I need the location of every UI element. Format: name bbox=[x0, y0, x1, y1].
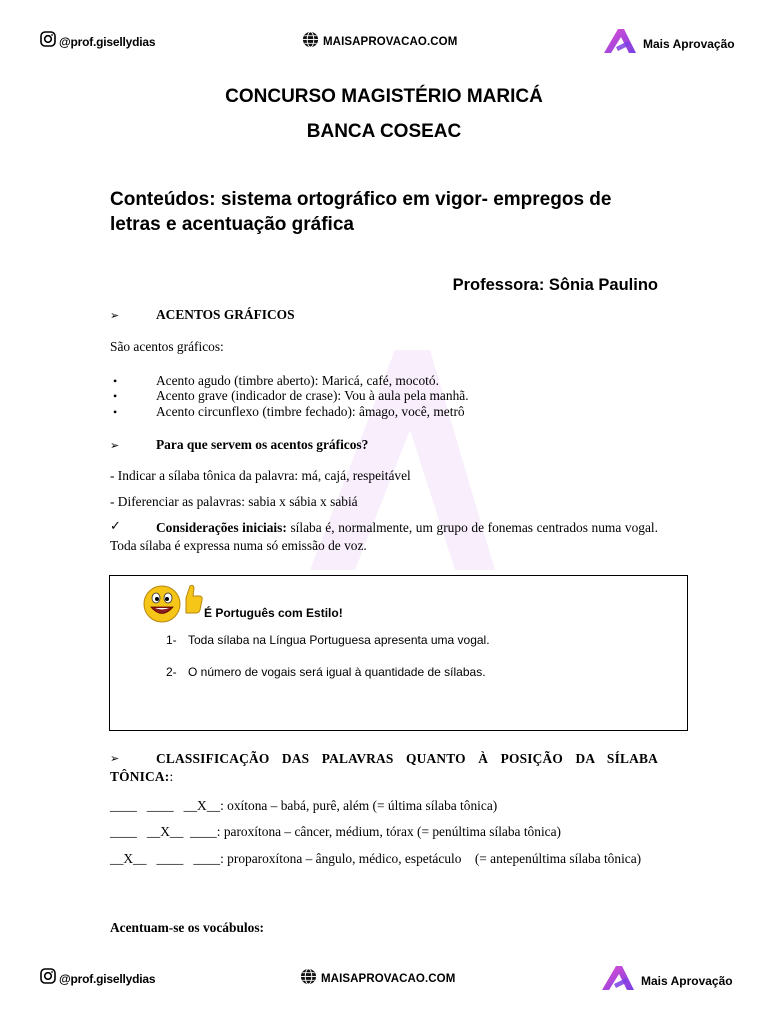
page-footer bbox=[0, 964, 768, 994]
list-item-text: O número de vogais será igual à quantidade de sílabas. bbox=[188, 665, 486, 679]
classification-proparoxitona: __X__ ____ ____: proparoxítona – ângulo, médico, espetáculo (= antepenúltima sílaba tônica) bbox=[110, 851, 642, 866]
list-item bbox=[166, 665, 486, 679]
list-item-number: 2- bbox=[166, 665, 177, 679]
instagram-text: @prof.gisellydias bbox=[59, 34, 156, 49]
site-text: MAISAPROVACAO.COM bbox=[323, 36, 458, 48]
brand-text: Mais Aprovação bbox=[643, 36, 735, 51]
arrow-bullet-icon: ➢ bbox=[110, 440, 120, 452]
classification-paroxitona: ____ __X__ ____: paroxítona – câncer, médium, tórax (= penúltima sílaba tônica) bbox=[110, 824, 562, 839]
considerations-paragraph bbox=[110, 519, 658, 555]
highlight-box bbox=[109, 575, 688, 731]
list-item-number: 1- bbox=[166, 633, 177, 647]
closing-line: Acentuam-se os vocábulos: bbox=[110, 920, 264, 935]
bullet-icon: • bbox=[113, 389, 118, 403]
section-heading-accents: ACENTOS GRÁFICOS bbox=[156, 307, 295, 322]
instagram-text: @prof.gisellydias bbox=[59, 971, 156, 986]
arrow-bullet-icon: ➢ bbox=[110, 310, 120, 322]
arrow-bullet-icon: ➢ bbox=[110, 753, 120, 765]
site-link bbox=[300, 968, 455, 990]
considerations-text: sílaba é, normalmente, um grupo de fonemas centrados numa vogal. Toda sílaba é expressa numa só emissão de voz. bbox=[110, 520, 658, 553]
smiley-thumbs-up-icon bbox=[142, 580, 206, 631]
brand-logo-icon bbox=[600, 964, 636, 997]
purpose-line: - Indicar a sílaba tônica da palavra: má, cajá, respeitável bbox=[110, 468, 411, 483]
brand-text: Mais Aprovação bbox=[641, 973, 733, 988]
classification-heading-tail: : bbox=[169, 769, 174, 784]
instagram-icon bbox=[40, 31, 56, 52]
instagram-handle bbox=[40, 31, 155, 52]
considerations-label: Considerações iniciais: bbox=[156, 520, 287, 535]
check-icon: ✓ bbox=[110, 518, 121, 533]
section-heading-classification bbox=[110, 750, 658, 786]
classification-heading-text: CLASSIFICAÇÃO DAS PALAVRAS QUANTO À POSIÇÃO DA SÍLABA TÔNICA: bbox=[110, 751, 658, 784]
purpose-line: - Diferenciar as palavras: sabia x sábia x sabiá bbox=[110, 494, 358, 509]
list-item-text: Toda sílaba na Língua Portuguesa apresenta uma vogal. bbox=[188, 633, 490, 647]
box-title: É Português com Estilo! bbox=[204, 606, 343, 620]
page-header bbox=[0, 27, 768, 57]
list-item: Acento grave (indicador de crase): Vou à aula pela manhã. bbox=[156, 388, 469, 403]
list-item: Acento agudo (timbre aberto): Maricá, café, mocotó. bbox=[156, 373, 439, 388]
site-text: MAISAPROVACAO.COM bbox=[321, 973, 456, 985]
list-item bbox=[166, 633, 490, 647]
document-title: CONCURSO MAGISTÉRIO MARICÁ bbox=[225, 86, 543, 107]
brand-logo bbox=[602, 27, 735, 60]
section-heading-purpose: Para que servem os acentos gráficos? bbox=[156, 437, 369, 452]
instagram-handle bbox=[40, 968, 155, 989]
globe-icon bbox=[302, 31, 319, 53]
classification-oxitona: ____ ____ __X__: oxítona – babá, purê, além (= última sílaba tônica) bbox=[110, 798, 498, 813]
brand-logo bbox=[600, 964, 733, 997]
professor-name: Professora: Sônia Paulino bbox=[452, 276, 658, 294]
globe-icon bbox=[300, 968, 317, 990]
brand-logo-icon bbox=[602, 27, 638, 60]
subject-heading: Conteúdos: sistema ortográfico em vigor- empregos de letras e acentuação gráfica bbox=[110, 189, 612, 235]
bullet-icon: • bbox=[113, 405, 118, 419]
exam-board-title: BANCA COSEAC bbox=[306, 121, 462, 142]
instagram-icon bbox=[40, 968, 56, 989]
site-link bbox=[302, 31, 457, 53]
bullet-icon: • bbox=[113, 374, 118, 388]
accents-intro: São acentos gráficos: bbox=[110, 339, 224, 354]
list-item: Acento circunflexo (timbre fechado): âmago, você, metrô bbox=[156, 404, 465, 419]
